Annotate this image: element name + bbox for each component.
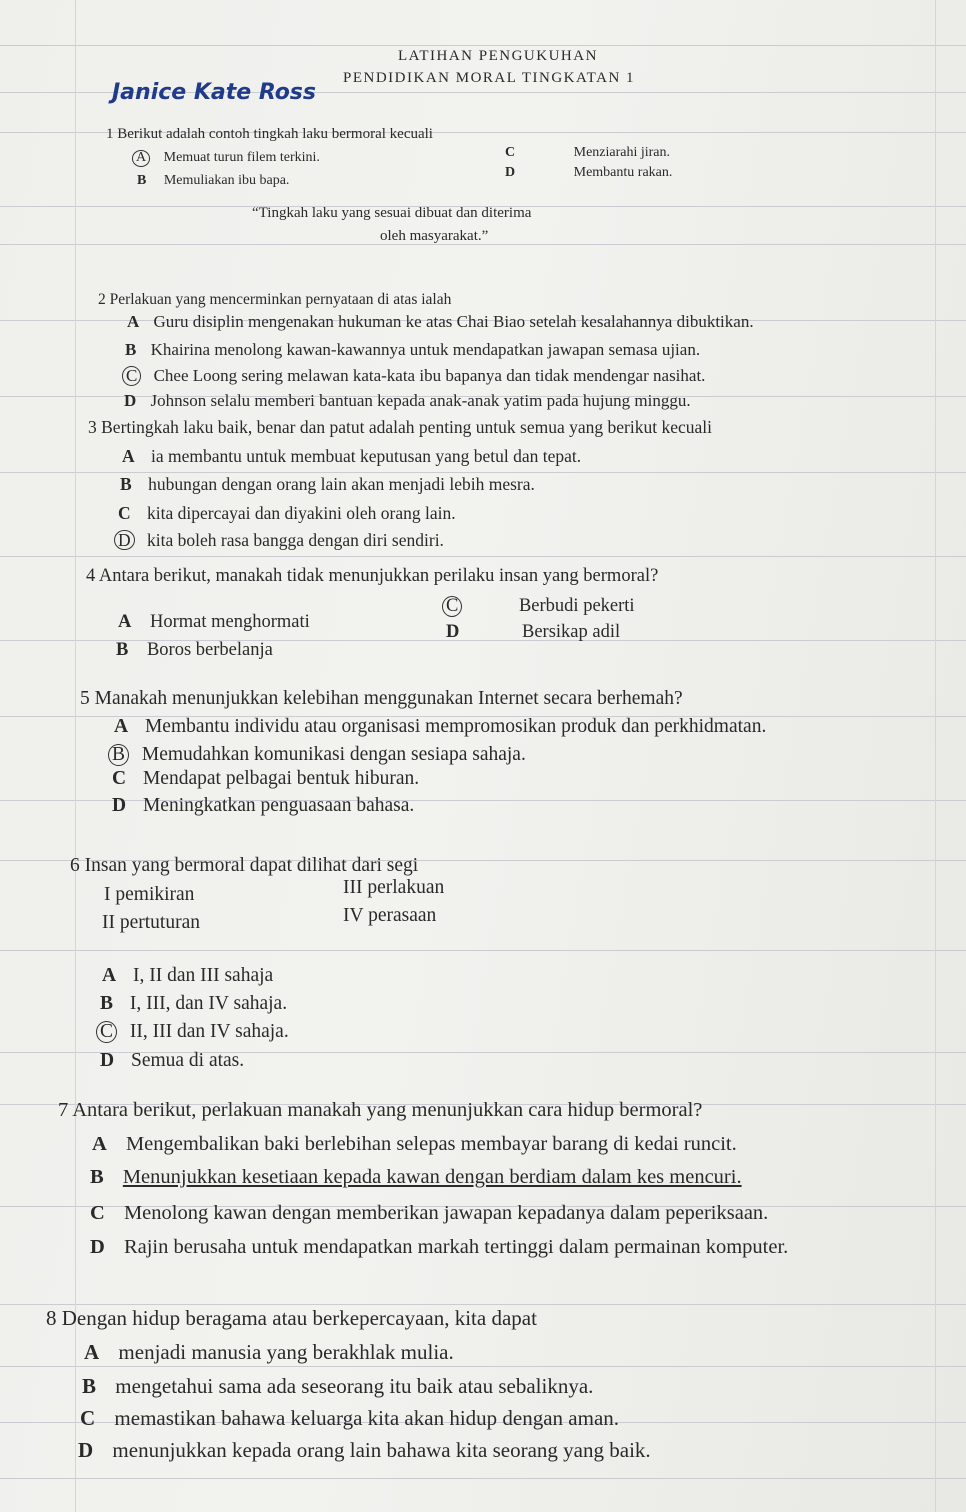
q6-item-iii: III perlakuan: [343, 877, 445, 898]
q5-question: 5 Manakah menunjukkan kelebihan menggunakan Internet secara berhemah?: [80, 688, 683, 709]
q3-option-a: A ia membantu untuk membuat keputusan yang betul dan tepat.: [122, 446, 582, 466]
q6-option-c: C II, III dan IV sahaja.: [96, 1021, 289, 1043]
quote-line-2: oleh masyarakat.”: [380, 228, 489, 244]
q1-question: 1 Berikut adalah contoh tingkah laku bermoral kecuali: [106, 126, 433, 142]
q1-option-a: A Memuat turun filem terkini.: [132, 150, 320, 167]
q4-option-b: B Boros berbelanja: [116, 640, 273, 660]
quote-line-1: “Tingkah laku yang sesuai dibuat dan diterima: [252, 205, 532, 221]
q6-item-ii: II pertuturan: [102, 912, 200, 933]
q8-option-a: A menjadi manusia yang berakhlak mulia.: [84, 1340, 454, 1364]
ruled-line: [0, 1478, 966, 1479]
q1-option-d: D Membantu rakan.: [505, 165, 673, 180]
q7-option-b: B Menunjukkan kesetiaan kepada kawan dengan berdiam dalam kes mencuri.: [90, 1166, 742, 1188]
q6-option-d: D Semua di atas.: [100, 1050, 245, 1071]
margin-line: [75, 0, 76, 1512]
q4-option-c: C Berbudi pekerti: [442, 596, 635, 617]
q2-option-c: C Chee Loong sering melawan kata-kata ibu bapanya dan tidak mendengar nasihat.: [122, 366, 705, 386]
q2-question: 2 Perlakuan yang mencerminkan pernyataan di atas ialah: [98, 291, 452, 308]
ruled-line: [0, 950, 966, 951]
header-subtitle: PENDIDIKAN MORAL TINGKATAN 1: [343, 70, 636, 86]
q8-option-d: D menunjukkan kepada orang lain bahawa kita seorang yang baik.: [78, 1438, 651, 1462]
q5-option-b: B Memudahkan komunikasi dengan sesiapa sahaja.: [108, 744, 526, 766]
q7-option-a: A Mengembalikan baki berlebihan selepas membayar barang di kedai runcit.: [92, 1133, 737, 1155]
selected-answer-mark: C: [122, 366, 141, 386]
ruled-line: [0, 556, 966, 557]
q3-option-c: C kita dipercayai dan diyakini oleh orang lain.: [118, 503, 456, 523]
q6-item-i: I pemikiran: [104, 884, 195, 905]
q4-option-a: A Hormat menghormati: [118, 612, 310, 632]
q4-option-d: D Bersikap adil: [446, 622, 621, 642]
q5-option-c: C Mendapat pelbagai bentuk hiburan.: [112, 768, 420, 789]
ruled-line: [0, 1304, 966, 1305]
ruled-line: [0, 1366, 966, 1367]
ruled-line: [0, 45, 966, 46]
q3-option-d: D kita boleh rasa bangga dengan diri sendiri.: [114, 530, 444, 551]
selected-answer-mark: C: [442, 596, 462, 617]
q7-option-d: D Rajin berusaha untuk mendapatkan markah tertinggi dalam permainan komputer.: [90, 1236, 789, 1258]
q3-question: 3 Bertingkah laku baik, benar dan patut adalah penting untuk semua yang berikut kecuali: [88, 417, 712, 437]
q5-option-d: D Meningkatkan penguasaan bahasa.: [112, 795, 415, 816]
q2-option-a: A Guru disiplin mengenakan hukuman ke atas Chai Biao setelah kesalahannya dibuktikan.: [127, 312, 754, 331]
q6-option-b: B I, III, dan IV sahaja.: [100, 993, 288, 1014]
q7-option-c: C Menolong kawan dengan memberikan jawapan kepadanya dalam peperiksaan.: [90, 1202, 769, 1224]
q8-option-b: B mengetahui sama ada seseorang itu baik atau sebaliknya.: [82, 1374, 594, 1398]
q6-item-iv: IV perasaan: [343, 905, 437, 926]
selected-answer-mark: A: [132, 150, 150, 167]
q7-question: 7 Antara berikut, perlakuan manakah yang menunjukkan cara hidup bermoral?: [58, 1099, 703, 1121]
header-title: LATIHAN PENGUKUHAN: [398, 48, 598, 64]
q4-question: 4 Antara berikut, manakah tidak menunjukkan perilaku insan yang bermoral?: [86, 566, 659, 586]
selected-answer-mark: D: [114, 530, 135, 550]
q8-question: 8 Dengan hidup beragama atau berkepercayaan, kita dapat: [46, 1306, 537, 1330]
q8-option-c: C memastikan bahawa keluarga kita akan hidup dengan aman.: [80, 1406, 620, 1430]
q6-option-a: A I, II dan III sahaja: [102, 965, 274, 986]
q1-option-c: C Menziarahi jiran.: [505, 145, 671, 160]
selected-answer-mark: C: [96, 1021, 117, 1043]
selected-answer-mark: B: [108, 744, 129, 766]
ruled-line: [0, 472, 966, 473]
q2-option-d: D Johnson selalu memberi bantuan kepada anak-anak yatim pada hujung minggu.: [124, 391, 691, 410]
q2-option-b: B Khairina menolong kawan-kawannya untuk mendapatkan jawapan semasa ujian.: [125, 340, 701, 359]
q3-option-b: B hubungan dengan orang lain akan menjadi lebih mesra.: [120, 474, 535, 494]
student-name: Janice Kate Ross: [112, 80, 316, 105]
q5-option-a: A Membantu individu atau organisasi mempromosikan produk dan perkhidmatan.: [114, 716, 767, 737]
q6-question: 6 Insan yang bermoral dapat dilihat dari segi: [70, 855, 419, 876]
q1-option-b: B Memuliakan ibu bapa.: [137, 173, 290, 188]
margin-line: [935, 0, 936, 1512]
